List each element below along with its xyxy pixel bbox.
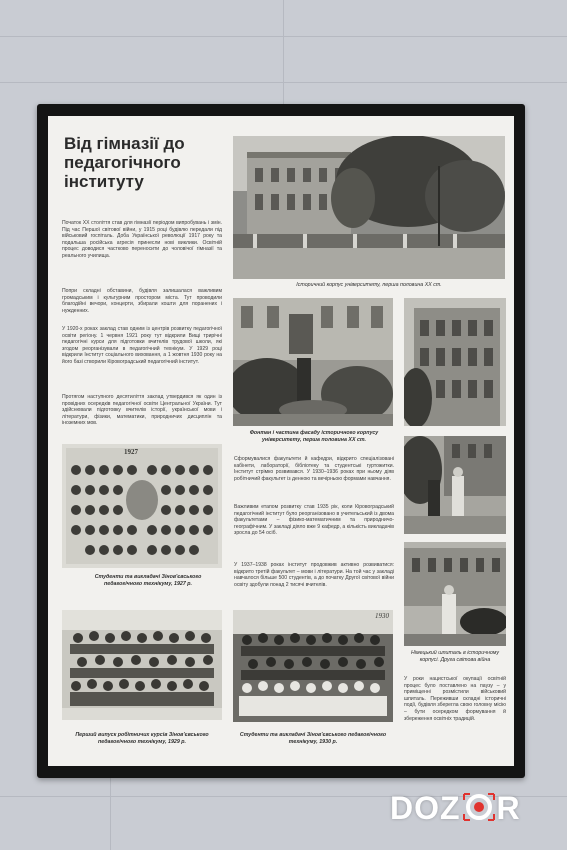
photo-building-facade: [404, 298, 506, 426]
photo-year-1930: 1930: [375, 612, 389, 620]
paragraph-faculties: Сформувалися факультети й кафедри, відкрито спеціалізовані кабінети, лабораторії, бібліотеку та студентські гуртожитки. Інститут стрімко розвивався. У 1930–1936 роках при ньому діяв робітничий факультет із денною та вечірньою формами навчання.: [234, 456, 394, 482]
photo-first-graduation: [62, 610, 222, 720]
watermark-text-right: R: [496, 790, 521, 826]
paragraph-occupation: У роки нацистської окупації освітній процес було поставлено на паузу – у приміщенні розмістили військовий шпиталь. Переживши складні історичні події, будівля зберегла свою головну місію – бути осередком формування й збереження освітніх традицій.: [404, 676, 506, 722]
caption-first-graduation: Перший випуск робітничих курсів Зінов'євського педагогічного технікуму, 1929 р.: [75, 732, 209, 745]
photo-historic-building: [233, 136, 505, 279]
photo-hospital: [404, 542, 506, 646]
paragraph-culture: Попри складні обставини, будівля залишалася важливим громадським і культурним простором міста. Тут проводили благодійні вечори, концерти, збирали кошти для поранених і нужденних.: [62, 288, 222, 314]
watermark-text-left: DOZ: [390, 790, 461, 826]
camera-lens-icon: [462, 791, 496, 821]
paragraph-next-decade: Протягом наступного десятиліття заклад утвердився як один із провідних осередків педагогічної освіти Центральної України. Тут здійснювали підготовку вчителів історії, української мови і літератури, фізики, математики, природничих дисциплін та іноземних мов.: [62, 394, 222, 427]
photo-street-people: [404, 436, 506, 534]
caption-students-1930: Студенти та викладачі Зінов'євського педагогічного технікуму, 1930 р.: [239, 732, 387, 745]
poster: [48, 116, 514, 766]
paragraph-1920s: У 1920-х роках заклад став одним із центрів розвитку педагогічної освіти регіону. 1 червня 1921 року тут відкрили Вищі трирічні педагогічні курси для підготовки вчителів трудової школи, які згодом реорганізували в педагогічний технікум. У 1929 році відкрили Інститут соціального виховання, а 1 жовтня 1930 року на його базі створили Кіровоградський педагогічний інститут.: [62, 326, 222, 365]
caption-fountain: Фонтан і частина фасаду історичного корпусу університету, перша половина XX ст.: [249, 430, 379, 443]
paragraph-1937: У 1937–1938 роках інститут продовжив активно розвиватися: відкрито третій факультет – мови і літератури. На той час у закладі навчалося більше 500 студентів, а до початку Другої світової війни освіту здобули понад 2 тисячі вчителів.: [234, 562, 394, 588]
dozor-watermark-logo: [390, 788, 521, 828]
photo-fountain: [233, 298, 393, 426]
photo-students-1927: [62, 444, 222, 568]
photo-year-1927: 1927: [124, 448, 138, 456]
caption-historic-building: Історичний корпус університету, перша половина XX ст.: [296, 282, 442, 288]
caption-hospital: Німецький шпиталь в історичному корпусі. Друга світова війна: [410, 650, 500, 663]
wall-seam: [110, 778, 111, 850]
wall-seam: [283, 0, 284, 104]
photo-students-1930: [233, 610, 393, 722]
paragraph-1935: Важливим етапом розвитку став 1935 рік, коли Кіровоградський педагогічний інститут було реорганізовано в учительський із двома факультетами – фізико-математичним та природничо-географічним. У закладі діяло вже 9 кафедр, а кількість викладачів зросла до 54 осіб.: [234, 504, 394, 537]
poster-title: Від гімназії до педагогічного інституту: [64, 134, 185, 191]
caption-students-1927: Студенти та викладачі Зінов'євського педагогічного технікуму, 1927 р.: [94, 574, 202, 587]
paragraph-war: Початок XX століття став для гімназії періодом випробувань і змін. Під час Першої світової війни, у 1915 році будівлю передали під військовий госпіталь. Доба Української революції 1917 року та подальша російська агресія принесли нові виклики. Освітній процес доводися частково переносити до чоловічої гімназії та реального училища.: [62, 220, 222, 259]
